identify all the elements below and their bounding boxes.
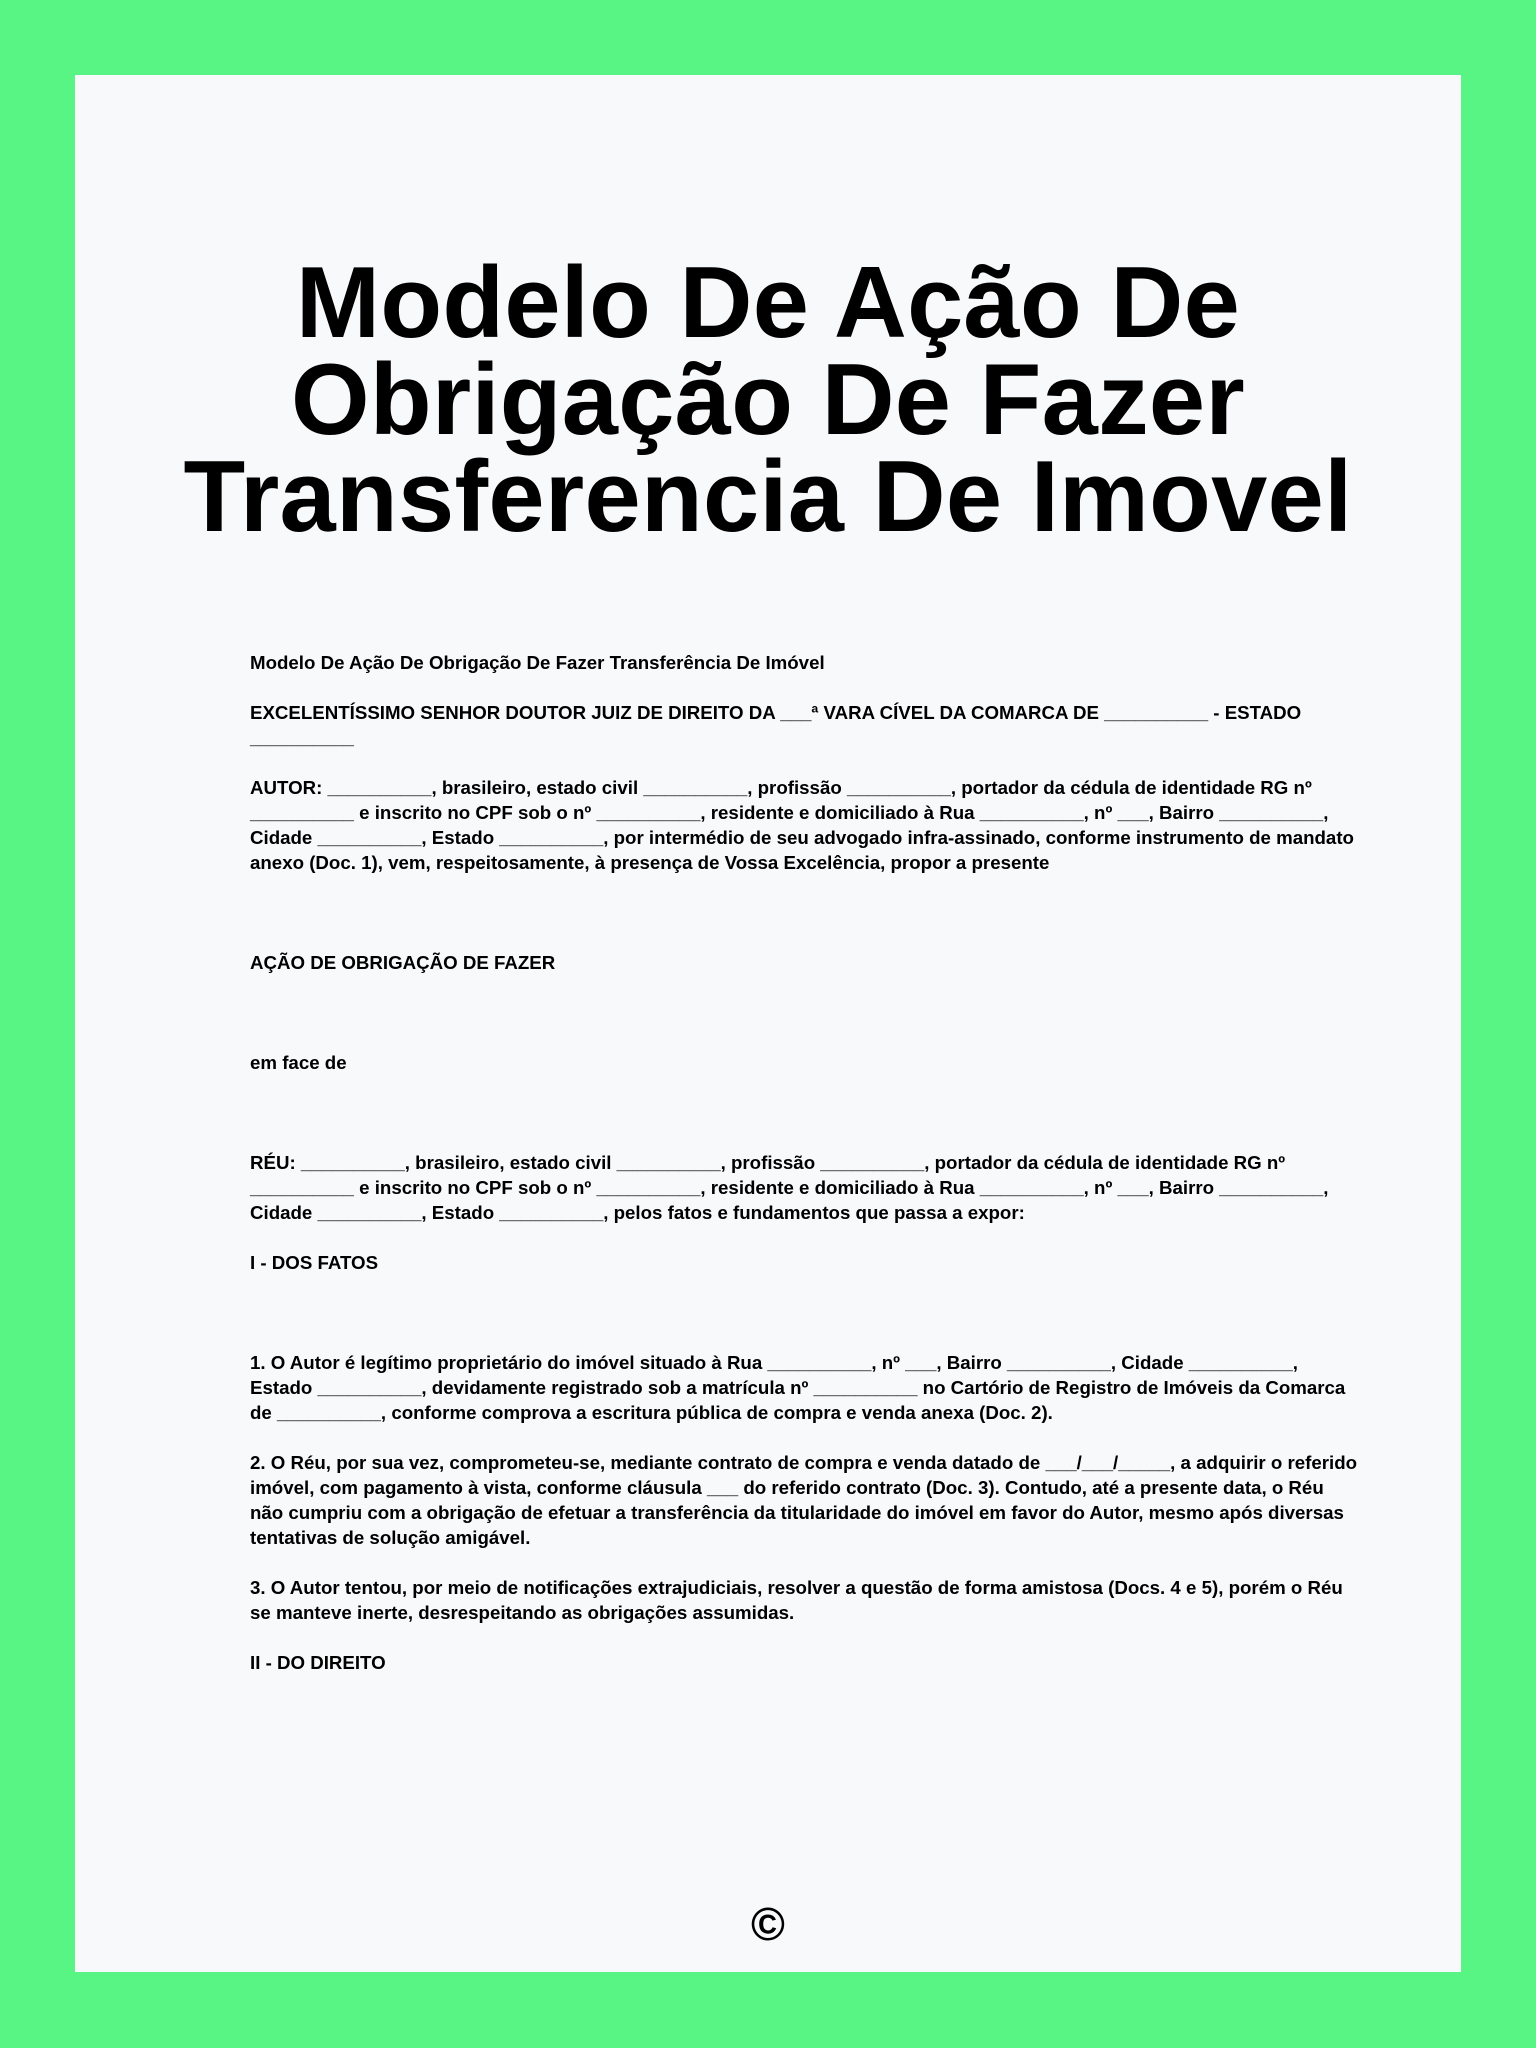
section-heading-fatos: I - DOS FATOS [250, 1252, 379, 1273]
document-page [75, 75, 1461, 1972]
addressee-paragraph: EXCELENTÍSSIMO SENHOR DOUTOR JUIZ DE DIREITO DA ___ª VARA CÍVEL DA COMARCA DE __________ - ESTADO __________ [250, 702, 1302, 748]
section-heading-direito: II - DO DIREITO [250, 1652, 386, 1673]
copyright-icon: © [751, 1898, 785, 1950]
autor-paragraph: AUTOR: __________, brasileiro, estado civil __________, profissão __________, portador da cédula de identidade RG nº __________ e inscrito no CPF sob o nº __________, residente e domiciliado à Rua __________, nº ___, Bairro __________, Cidade __________, Estado __________, por intermédio de seu advogado infra-assinado, conforme instrumento de mandato anexo (Doc. 1), vem, respeitosamente, à presença de Vossa Excelência, propor a presente [250, 777, 1354, 873]
action-heading: AÇÃO DE OBRIGAÇÃO DE FAZER [250, 952, 556, 973]
fato-paragraph-2: 2. O Réu, por sua vez, comprometeu-se, mediante contrato de compra e venda datado de ___/___/_____, a adquirir o referido imóvel, com pagamento à vista, conforme cláusula ___ do referido contrato (Doc. 3). Contudo, até a presente data, o Réu não cumpriu com a obrigação de efetuar a transferência da titularidade do imóvel em favor do Autor, mesmo após diversas tentativas de solução amigável. [250, 1452, 1358, 1548]
title-line-3: Transferencia De Imovel [183, 441, 1353, 553]
em-face-de-text: em face de [250, 1052, 347, 1073]
fato-paragraph-1: 1. O Autor é legítimo proprietário do imóvel situado à Rua __________, nº ___, Bairro __________, Cidade __________, Estado __________, devidamente registrado sob a matrícula nº __________ no Cartório de Registro de Imóveis da Comarca de __________, conforme comprova a escritura pública de compra e venda anexa (Doc. 2). [250, 1352, 1346, 1423]
document-body [250, 650, 1360, 1675]
document-subtitle: Modelo De Ação De Obrigação De Fazer Transferência De Imóvel [250, 652, 825, 673]
page-title [75, 247, 1461, 553]
reu-paragraph: RÉU: __________, brasileiro, estado civil __________, profissão __________, portador da cédula de identidade RG nº __________ e inscrito no CPF sob o nº __________, residente e domiciliado à Rua __________, nº ___, Bairro __________, Cidade __________, Estado __________, pelos fatos e fundamentos que passa a expor: [250, 1152, 1329, 1223]
title-line-2: Obrigação De Fazer [290, 344, 1245, 456]
title-line-1: Modelo De Ação De [295, 247, 1241, 359]
fato-paragraph-3: 3. O Autor tentou, por meio de notificações extrajudiciais, resolver a questão de forma amistosa (Docs. 4 e 5), porém o Réu se manteve inerte, desrespeitando as obrigações assumidas. [250, 1577, 1343, 1623]
